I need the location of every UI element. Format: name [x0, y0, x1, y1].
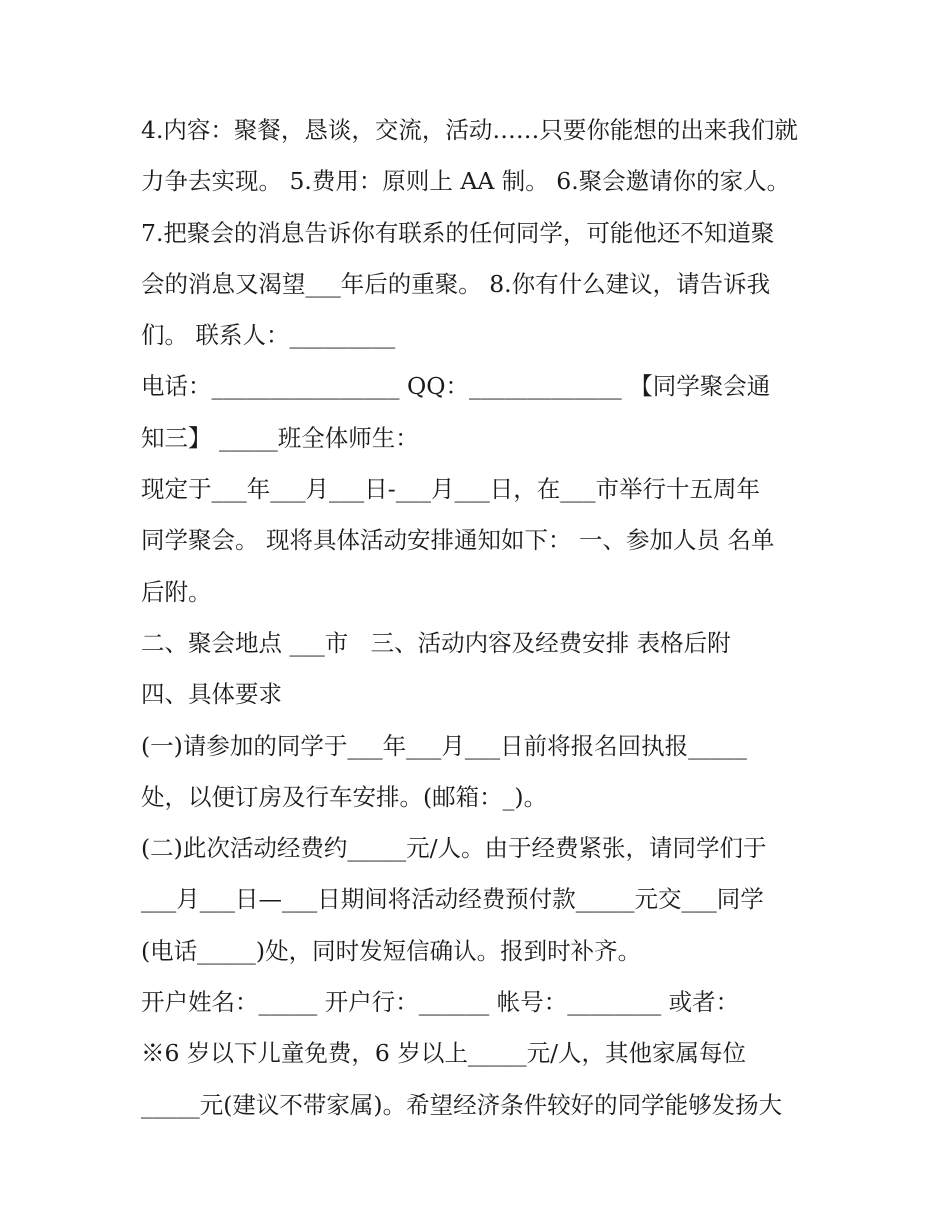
- text-line-13: (一)请参加的同学于___年___月___日前将报名回执报_____: [141, 731, 747, 760]
- text-line-5: 们。 联系人：_________: [141, 321, 396, 350]
- text-line-6: 电话：________________ QQ：_____________ 【同学聚会通: [141, 372, 771, 401]
- text-line-4: 会的消息又渴望___年后的重聚。 8.你有什么建议，请告诉我: [141, 269, 771, 298]
- text-line-10: 后附。: [141, 577, 212, 606]
- text-line-7: 知三】 _____班全体师生：: [141, 423, 419, 452]
- text-line-12: 四、具体要求: [141, 680, 282, 709]
- text-line-8: 现定于___年___月___日-___月___日，在___市举行十五周年: [141, 475, 760, 504]
- text-line-16: ___月___日—___日期间将活动经费预付款_____元交___同学: [141, 885, 764, 914]
- document-body: [141, 105, 821, 1131]
- text-line-15: (二)此次活动经费约_____元/人。由于经费紧张，请同学们于: [141, 834, 767, 863]
- text-line-3: 7.把聚会的消息告诉你有联系的任何同学，可能他还不知道聚: [141, 218, 775, 247]
- text-line-20: _____元(建议不带家属)。希望经济条件较好的同学能够发扬大: [141, 1090, 783, 1119]
- text-line-2: 力争去实现。 5.费用：原则上 AA 制。 6.聚会邀请你的家人。: [141, 167, 791, 196]
- text-line-19: ※6 岁以下儿童免费，6 岁以上_____元/人，其他家属每位: [141, 1039, 747, 1068]
- text-line-17: (电话_____)处，同时发短信确认。报到时补齐。: [141, 936, 642, 965]
- text-line-11: 二、聚会地点 ___市 三、活动内容及经费安排 表格后附: [141, 628, 731, 657]
- text-line-14: 处，以便订房及行车安排。(邮箱：_)。: [141, 782, 548, 811]
- text-line-1: 4.内容：聚餐，恳谈，交流，活动……只要你能想的出来我们就: [141, 116, 798, 144]
- text-line-18: 开户姓名：_____ 开户行：______ 帐号：________ 或者：: [141, 988, 740, 1017]
- text-line-9: 同学聚会。 现将具体活动安排通知如下： 一、参加人员 名单: [141, 526, 775, 555]
